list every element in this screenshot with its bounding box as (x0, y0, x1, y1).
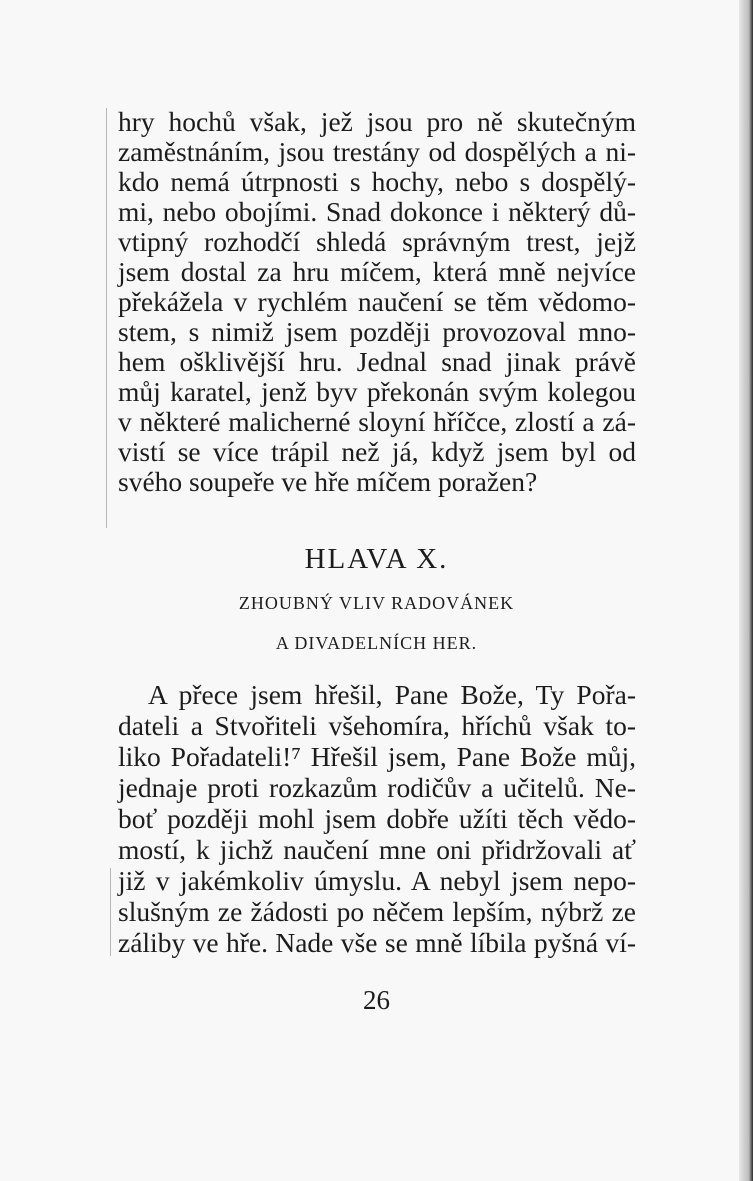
text-line: v některé malicherné sloyní hříčce, zlostí a zá- (118, 406, 636, 437)
chapter-subtitle: ZHOUBNÝ VLIV RADOVÁNEK (238, 593, 515, 613)
text-line: liko Pořadateli!⁷ Hřešil jsem, Pane Bože můj, (118, 741, 636, 772)
chapter-heading: HLAVA X. (304, 543, 449, 575)
text-line: překážela v rychlém naučení se těm vědomo- (118, 286, 636, 317)
text-line: boť později mohl jsem dobře užíti těch vědo- (118, 803, 636, 834)
text-line: již v jakémkoliv úmyslu. A nebyl jsem nepo- (118, 865, 636, 896)
text-line: stem, s nimiž jsem později provozoval mno- (118, 316, 636, 347)
text-line: jednaje proti rozkazům rodičův a učitelů. Ne- (118, 772, 636, 803)
text-line: slušným ze žádosti po něčem lepším, nýbrž ze (118, 896, 636, 927)
text-line: můj karatel, jenž byv překonán svým kolegou (118, 376, 636, 407)
text-line: jsem dostal za hru míčem, která mně nejvíce (118, 256, 636, 287)
margin-pencil-mark (106, 108, 107, 528)
text-line: vistí se více trápil než já, když jsem byl od (118, 436, 636, 467)
text-line: záliby ve hře. Nade vše se mně líbila pyšná ví- (118, 927, 636, 958)
text-line: hem ošklivější hru. Jednal snad jinak právě (118, 346, 636, 377)
text-line: mostí, k jichž naučení mne oni přidržovali ať (118, 834, 636, 865)
text-line: hry hochů však, jež jsou pro ně skutečným (118, 106, 636, 137)
text-line: dateli a Stvořiteli všehomíra, hříchů však to- (118, 710, 636, 741)
margin-pencil-mark (110, 868, 111, 956)
text-line: svého soupeře ve hře míčem poražen? (118, 466, 538, 497)
text-line: mi, nebo obojími. Snad dokonce i některý dů- (118, 196, 636, 227)
page-number: 26 (363, 985, 390, 1015)
text-line: A přece jsem hřešil, Pane Bože, Ty Pořa- (148, 679, 636, 710)
text-line: kdo nemá útrpnosti s hochy, nebo s dospělý- (118, 166, 636, 197)
text-line: vtipný rozhodčí shledá správným trest, jejž (118, 226, 636, 257)
chapter-subtitle: A DIVADELNÍCH HER. (275, 633, 478, 653)
text-line: zaměstnáním, jsou trestány od dospělých a ni- (118, 136, 636, 167)
